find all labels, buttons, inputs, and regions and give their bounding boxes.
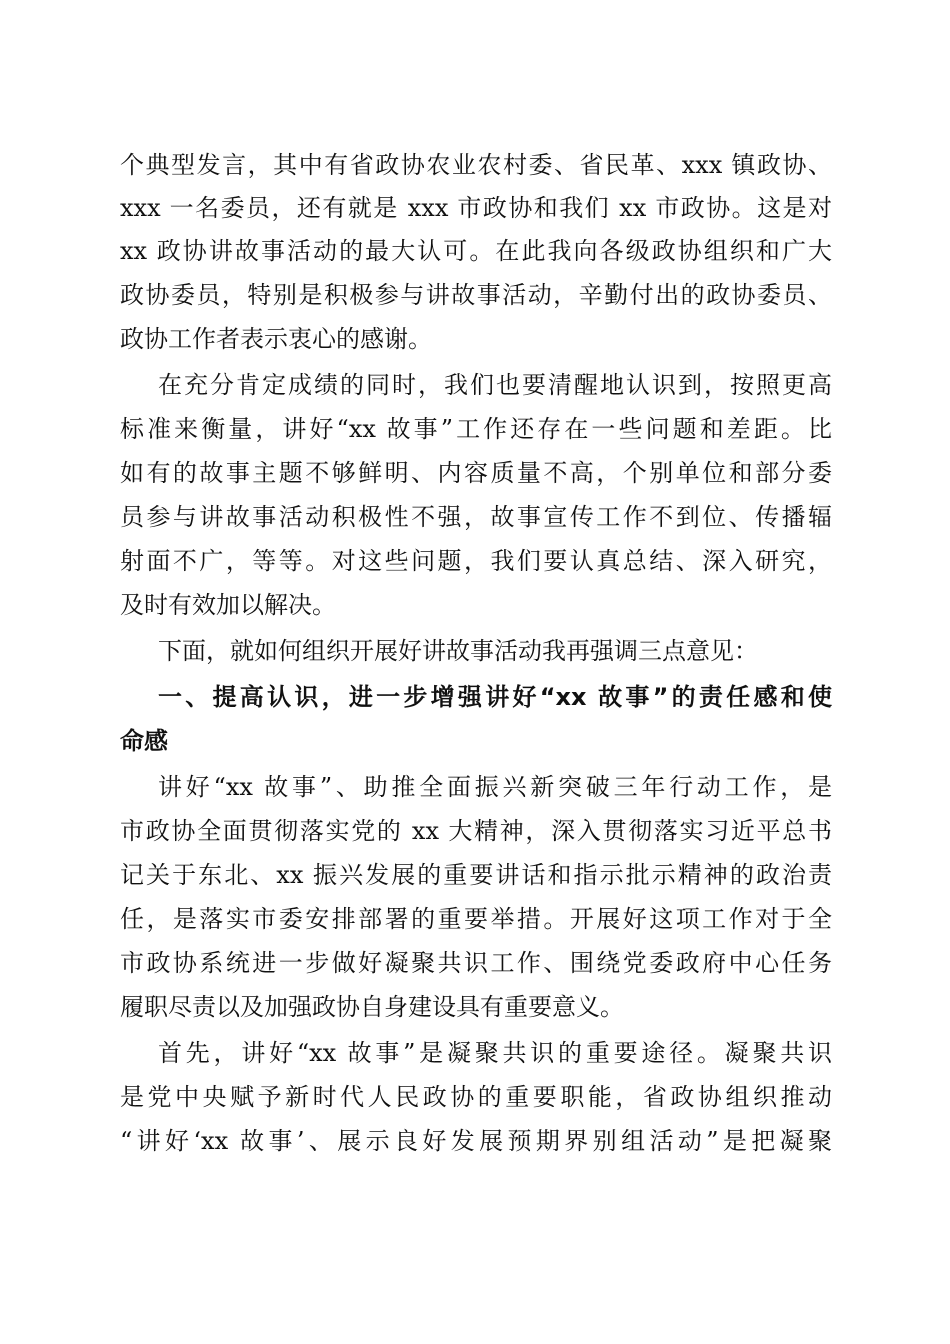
paragraph-1-line-3: xx 政协讲故事活动的最大认可。在此我向各级政协组织和广大 bbox=[120, 237, 832, 265]
heading-1-line-1: 一、提高认识，进一步增强讲好“xx 故事”的责任感和使 bbox=[158, 683, 832, 711]
paragraph-3-line-1: 下面，就如何组织开展好讲故事活动我再强调三点意见： bbox=[158, 637, 758, 665]
paragraph-2-line-4: 员参与讲故事活动积极性不强，故事宣传工作不到位、传播辐 bbox=[120, 503, 832, 531]
paragraph-4-line-1: 讲好“xx 故事”、助推全面振兴新突破三年行动工作，是 bbox=[158, 773, 832, 801]
paragraph-2-line-5: 射面不广，等等。对这些问题，我们要认真总结、深入研究， bbox=[120, 547, 832, 575]
paragraph-4-line-6: 履职尽责以及加强政协自身建设具有重要意义。 bbox=[120, 993, 624, 1021]
paragraph-1-line-4: 政协委员，特别是积极参与讲故事活动，辛勤付出的政协委员、 bbox=[120, 281, 832, 309]
paragraph-2-line-2: 标准来衡量，讲好“xx 故事”工作还存在一些问题和差距。比 bbox=[120, 415, 832, 443]
paragraph-4-line-3: 记关于东北、xx 振兴发展的重要讲话和指示批示精神的政治责 bbox=[120, 861, 832, 889]
paragraph-2-line-3: 如有的故事主题不够鲜明、内容质量不高，个别单位和部分委 bbox=[120, 459, 832, 487]
paragraph-5-line-2: 是党中央赋予新时代人民政协的重要职能，省政协组织推动 bbox=[120, 1083, 832, 1111]
paragraph-5-line-1: 首先，讲好“xx 故事”是凝聚共识的重要途径。凝聚共识 bbox=[158, 1039, 832, 1067]
paragraph-2-line-1: 在充分肯定成绩的同时，我们也要清醒地认识到，按照更高 bbox=[158, 371, 832, 399]
paragraph-5-line-3: “讲好‘xx 故事’、展示良好发展预期界别组活动”是把凝聚 bbox=[120, 1127, 832, 1155]
heading-1-line-2: 命感 bbox=[120, 727, 168, 755]
paragraph-2-line-6: 及时有效加以解决。 bbox=[120, 591, 336, 619]
paragraph-1-line-5: 政协工作者表示衷心的感谢。 bbox=[120, 325, 432, 353]
paragraph-4-line-4: 任，是落实市委安排部署的重要举措。开展好这项工作对于全 bbox=[120, 905, 832, 933]
paragraph-1-line-2: xxx 一名委员，还有就是 xxx 市政协和我们 xx 市政协。这是对 bbox=[120, 194, 832, 222]
paragraph-4-line-5: 市政协系统进一步做好凝聚共识工作、围绕党委政府中心任务 bbox=[120, 949, 832, 977]
paragraph-1-line-1: 个典型发言，其中有省政协农业农村委、省民革、xxx 镇政协、 bbox=[120, 151, 832, 179]
paragraph-4-line-2: 市政协全面贯彻落实党的 xx 大精神，深入贯彻落实习近平总书 bbox=[120, 817, 832, 845]
